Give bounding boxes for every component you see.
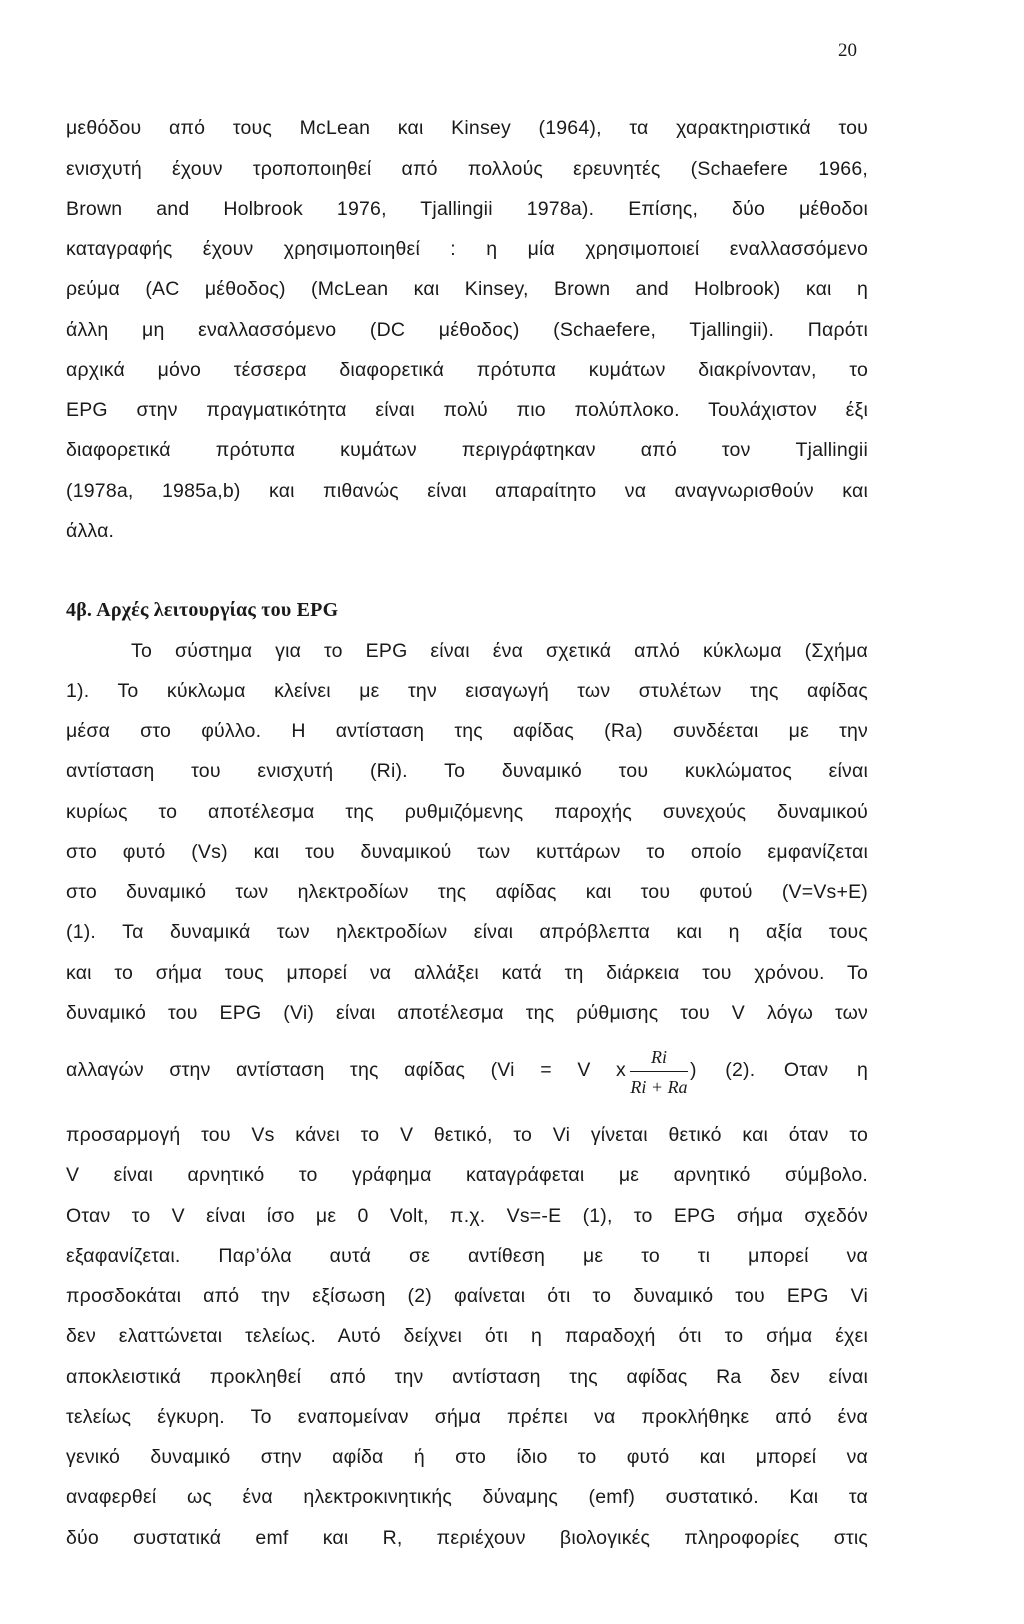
fraction-denominator: Ri + Ra (630, 1077, 688, 1097)
text-line: αναφερθεί ως ένα ηλεκτροκινητικής δύναμης (emf) συστατικό. Και τα (66, 1486, 868, 1508)
text-line: στο δυναμικό των ηλεκτροδίων της αφίδας και του φυτού (V=Vs+E) (66, 881, 868, 903)
text-line: δύο συστατικά emf και R, περιέχουν βιολογικές πληροφορίες στις (66, 1527, 868, 1549)
text-line: Οταν το V είναι ίσο με 0 Volt, π.χ. Vs=-E (1), το EPG σήμα σχεδόν (66, 1205, 868, 1227)
text-line: μεθόδου από τους McLean και Kinsey (1964), τα χαρακτηριστικά του (66, 117, 868, 139)
page-number: 20 (838, 40, 857, 61)
text-line: δεν ελαττώνεται τελείως. Αυτό δείχνει ότι η παραδοχή ότι το σήμα έχει (66, 1325, 868, 1347)
text-line: αποκλειστικά προκληθεί από την αντίσταση της αφίδας Ra δεν είναι (66, 1366, 868, 1388)
text-line: άλλη μη εναλλασσόμενο (DC μέθοδος) (Schaefere, Tjallingii). Παρότι (66, 319, 868, 341)
equation-fraction (630, 1045, 688, 1099)
text-line: V είναι αρνητικό το γράφημα καταγράφεται με αρνητικό σύμβολο. (66, 1164, 868, 1186)
text-line: αντίσταση του ενισχυτή (Ri). Το δυναμικό του κυκλώματος είναι (66, 760, 868, 782)
text-line: τελείως έγκυρη. Το εναπομείναν σήμα πρέπει να προκλήθηκε από ένα (66, 1406, 868, 1428)
text-line: προσαρμογή του Vs κάνει το V θετικό, το Vi γίνεται θετικό και όταν το (66, 1124, 868, 1146)
text-line: δυναμικό του EPG (Vi) είναι αποτέλεσμα της ρύθμισης του V λόγω των (66, 1002, 868, 1024)
text-line: διαφορετικά πρότυπα κυμάτων περιγράφτηκαν από τον Tjallingii (66, 439, 868, 461)
text-line: μέσα στο φύλλο. Η αντίσταση της αφίδας (Ra) συνδέεται με την (66, 720, 868, 742)
text-line: και το σήμα τους μπορεί να αλλάξει κατά τη διάρκεια του χρόνου. Το (66, 962, 868, 984)
text-line: στο φυτό (Vs) και του δυναμικού των κυττάρων το οποίο εμφανίζεται (66, 841, 868, 863)
text-line: αρχικά μόνο τέσσερα διαφορετικά πρότυπα κυμάτων διακρίνονταν, το (66, 359, 868, 381)
text-line: (1). Τα δυναμικά των ηλεκτροδίων είναι απρόβλεπτα και η αξία τους (66, 921, 868, 943)
text-line: ρεύμα (AC μέθοδος) (McLean και Kinsey, Brown and Holbrook) και η (66, 278, 868, 300)
text-line: εξαφανίζεται. Παρ’όλα αυτά σε αντίθεση με το τι μπορεί να (66, 1245, 868, 1267)
text-line: Το σύστημα για το EPG είναι ένα σχετικά απλό κύκλωμα (Σχήμα (131, 640, 868, 662)
text-line: Brown and Holbrook 1976, Tjallingii 1978a). Επίσης, δύο μέθοδοι (66, 198, 868, 220)
text-line: ενισχυτή έχουν τροποποιηθεί από πολλούς ερευνητές (Schaefere 1966, (66, 158, 868, 180)
section-heading: 4β. Αρχές λειτουργίας του EPG (66, 599, 339, 621)
text-line: άλλα. (66, 520, 115, 542)
text-line: καταγραφής έχουν χρησιμοποιηθεί : η μία χρησιμοποιεί εναλλασσόμενο (66, 238, 868, 260)
equation-text-after: ) (2). Οταν η (690, 1059, 868, 1081)
text-line: κυρίως το αποτέλεσμα της ρυθμιζόμενης παροχής συνεχούς δυναμικού (66, 801, 868, 823)
fraction-numerator: Ri (651, 1047, 667, 1067)
fraction-bar (630, 1071, 688, 1072)
text-line: γενικό δυναμικό στην αφίδα ή στο ίδιο το φυτό και μπορεί να (66, 1446, 868, 1468)
text-line: προσδοκάται από την εξίσωση (2) φαίνεται ότι το δυναμικό του EPG Vi (66, 1285, 868, 1307)
text-line: 1). Το κύκλωμα κλείνει με την εισαγωγή των στυλέτων της αφίδας (66, 680, 868, 702)
equation-text-before: αλλαγών στην αντίσταση της αφίδας (Vi = V x (66, 1059, 626, 1081)
text-line: (1978a, 1985a,b) και πιθανώς είναι απαραίτητο να αναγνωρισθούν και (66, 480, 868, 502)
text-line: EPG στην πραγματικότητα είναι πολύ πιο πολύπλοκο. Τουλάχιστον έξι (66, 399, 868, 421)
